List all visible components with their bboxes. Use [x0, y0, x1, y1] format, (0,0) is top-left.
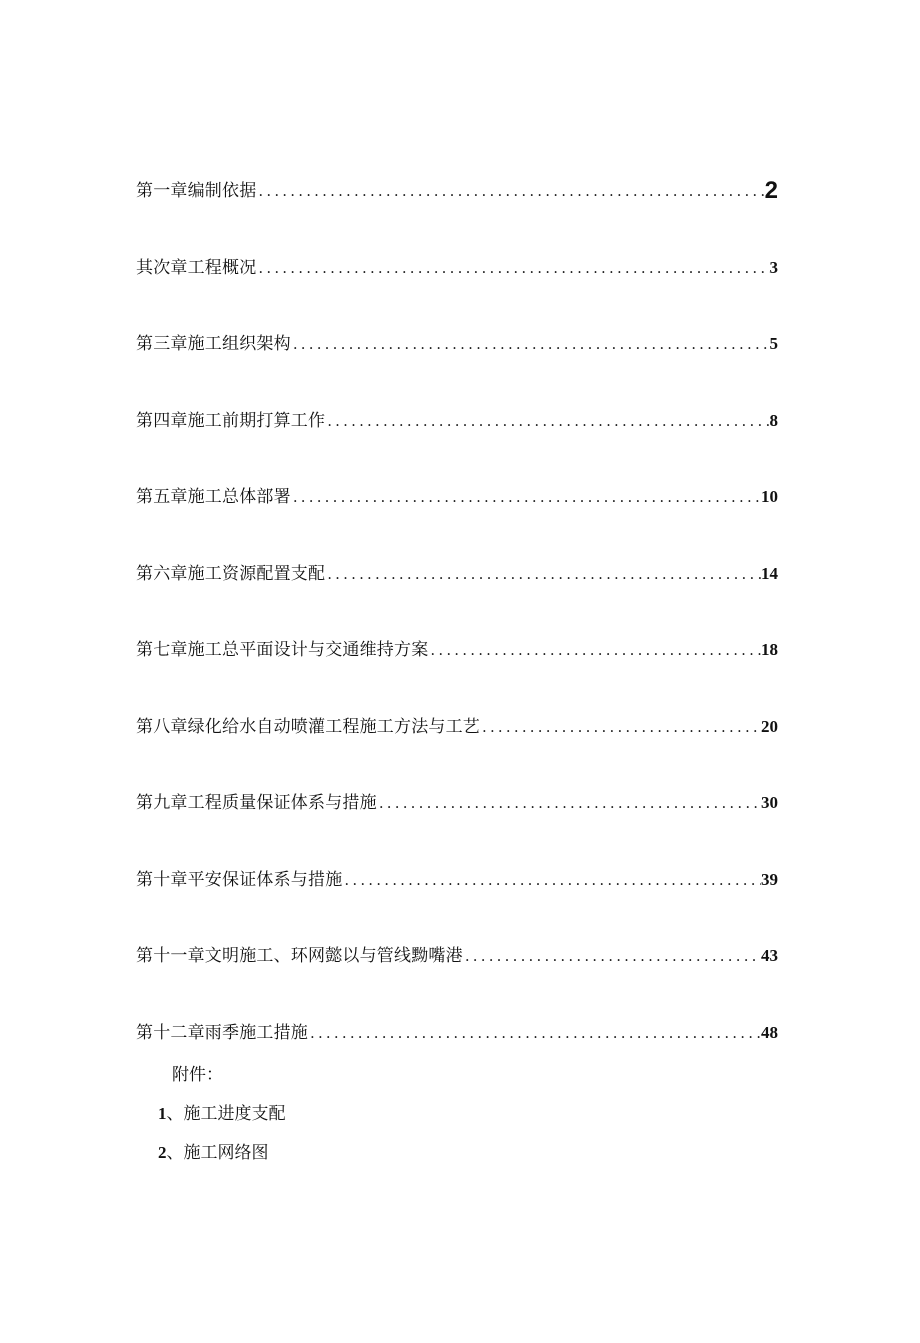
toc-entry-title: 第一章编制依据: [136, 181, 257, 201]
toc-entry-title: 第八章绿化给水自动喷灌工程施工方法与工艺: [136, 716, 480, 737]
toc-entry-page: 20: [761, 716, 778, 736]
toc-dot-leader: [291, 325, 770, 363]
toc-entry-title: 第四章施工前期打算工作: [136, 410, 326, 431]
toc-entry-page: 5: [769, 334, 778, 353]
toc-dot-leader: [480, 708, 761, 746]
toc-entry-title: 其次章工程概况: [136, 257, 257, 278]
attachment-separator: 、: [166, 1143, 184, 1163]
toc-entry-title: 第五章施工总体部署: [136, 487, 291, 507]
toc-entry-title: 第十章平安保证体系与措施: [136, 869, 343, 890]
toc-entry[interactable]: [136, 708, 778, 746]
toc-dot-leader: [308, 1014, 761, 1052]
attachment-title: 施工网络图: [183, 1143, 269, 1163]
toc-dot-leader: [256, 172, 764, 210]
toc-entry[interactable]: [136, 631, 778, 669]
toc-entry[interactable]: [136, 172, 778, 210]
toc-entry[interactable]: [136, 402, 778, 440]
attachments-label: 附件：: [172, 1065, 223, 1085]
toc-entry[interactable]: [136, 249, 778, 287]
toc-entry[interactable]: [136, 861, 778, 899]
toc-entry[interactable]: [136, 325, 778, 363]
toc-entry-page: 14: [761, 563, 778, 583]
toc-entry-title: 第十二章雨季施工措施: [136, 1022, 308, 1043]
toc-dot-leader: [256, 249, 769, 287]
toc-dot-leader: [463, 937, 761, 975]
toc-entry[interactable]: [136, 478, 778, 516]
toc-entry[interactable]: [136, 937, 778, 975]
toc-entry-page: 39: [761, 869, 778, 889]
toc-entry-page: 43: [761, 946, 778, 965]
toc-entry-page: 10: [761, 487, 778, 506]
toc-dot-leader: [325, 555, 761, 593]
toc-entry[interactable]: [136, 1014, 778, 1052]
toc-dot-leader: [291, 478, 761, 516]
toc-entry-page: 8: [769, 410, 778, 430]
toc-entry-title: 第七章施工总平面设计与交通维持方案: [136, 640, 429, 660]
attachment-item: [158, 1099, 286, 1124]
toc-entry-page: 30: [761, 793, 778, 812]
attachment-item: [158, 1138, 269, 1163]
table-of-contents: [136, 172, 778, 1052]
attachment-separator: 、: [166, 1104, 184, 1124]
toc-entry-page: 48: [761, 1022, 778, 1042]
toc-entry-title: 第六章施工资源配置支配: [136, 563, 326, 584]
toc-entry-title: 第三章施工组织架构: [136, 334, 291, 354]
toc-entry-title: 第九章工程质量保证体系与措施: [136, 793, 377, 813]
toc-dot-leader: [325, 402, 769, 440]
toc-entry-page: 18: [761, 640, 778, 659]
toc-dot-leader: [428, 631, 761, 669]
toc-dot-leader: [377, 784, 761, 822]
attachment-number: 1: [158, 1104, 167, 1123]
toc-entry-page: 2: [764, 177, 778, 204]
toc-entry[interactable]: [136, 555, 778, 593]
toc-entry[interactable]: [136, 784, 778, 822]
attachment-number: 2: [158, 1143, 167, 1162]
toc-entry-title: 第十一章文明施工、环网懿以与管线黝嘴港: [136, 946, 463, 966]
attachment-title: 施工进度支配: [183, 1104, 286, 1124]
toc-entry-page: 3: [769, 257, 778, 277]
toc-dot-leader: [342, 861, 761, 899]
